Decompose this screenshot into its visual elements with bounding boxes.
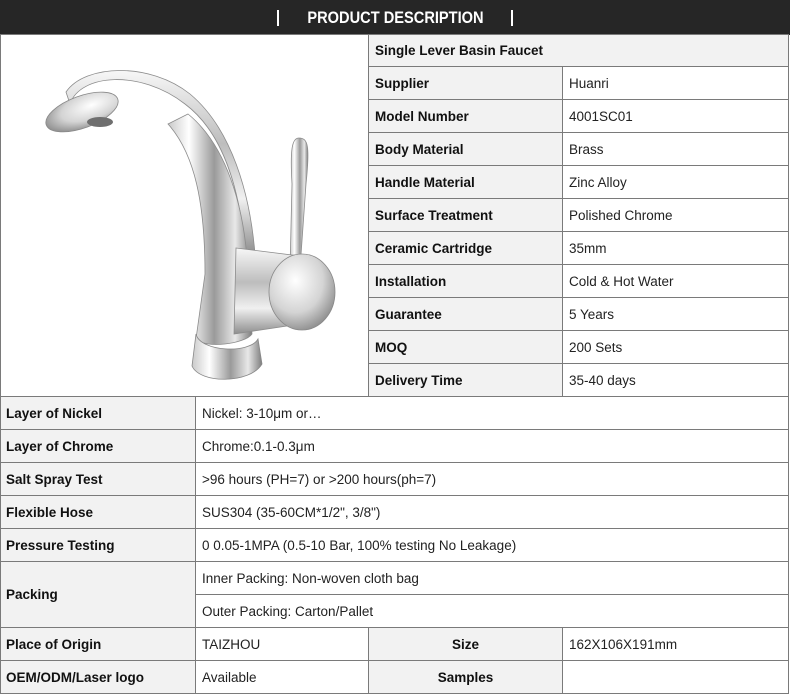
spec-label — [369, 661, 563, 694]
model-number-value: 4001SC01 — [569, 108, 633, 124]
handle-material-value: Zinc Alloy — [569, 174, 627, 190]
moq-label: MOQ — [375, 339, 408, 355]
spec-label — [0, 496, 196, 529]
spec-value — [563, 133, 789, 166]
surface-treatment-value: Polished Chrome — [569, 207, 673, 223]
spec-value — [563, 232, 789, 265]
spec-label — [369, 298, 563, 331]
spec-value — [563, 265, 789, 298]
layer-of-chrome-value: Chrome:0.1-0.3μm — [202, 438, 315, 454]
ceramic-cartridge-label: Ceramic Cartridge — [375, 240, 493, 256]
flexible-hose-label: Flexible Hose — [6, 504, 94, 520]
spec-value — [196, 496, 789, 529]
installation-value: Cold & Hot Water — [569, 273, 674, 289]
samples-label: Samples — [437, 669, 494, 685]
ceramic-cartridge-value: 35mm — [569, 240, 607, 256]
pressure-testing-label: Pressure Testing — [6, 537, 115, 553]
place-of-origin-label: Place of Origin — [6, 636, 102, 652]
moq-value: 200 Sets — [569, 339, 623, 355]
size-label: Size — [451, 636, 479, 652]
product-image — [0, 34, 369, 397]
spec-value — [563, 67, 789, 100]
spec-label — [0, 529, 196, 562]
header-bar-left — [277, 10, 279, 26]
spec-label — [369, 133, 563, 166]
spec-label — [369, 265, 563, 298]
salt-spray-test-label: Salt Spray Test — [6, 471, 103, 487]
model-number-label: Model Number — [375, 108, 469, 124]
faucet-image-icon — [0, 34, 367, 395]
product-title: Single Lever Basin Faucet — [375, 42, 544, 58]
outer-packing-value: Outer Packing: Carton/Pallet — [202, 603, 374, 619]
inner-packing-value: Inner Packing: Non-woven cloth bag — [202, 570, 419, 586]
spec-label — [0, 397, 196, 430]
guarantee-label: Guarantee — [375, 306, 442, 322]
spec-label — [369, 364, 563, 397]
spec-value — [563, 199, 789, 232]
layer-of-nickel-value: Nickel: 3-10μm or… — [202, 405, 322, 421]
spec-label — [369, 166, 563, 199]
layer-of-chrome-label: Layer of Chrome — [6, 438, 114, 454]
spec-value — [196, 562, 789, 595]
delivery-time-value: 35-40 days — [569, 372, 636, 388]
oem-odm-label: OEM/ODM/Laser logo — [6, 669, 145, 685]
section-title: PRODUCT DESCRIPTION — [306, 7, 484, 27]
spec-label — [0, 463, 196, 496]
supplier-label: Supplier — [375, 75, 430, 91]
spec-label — [369, 232, 563, 265]
spec-value — [563, 364, 789, 397]
salt-spray-test-value: >96 hours (PH=7) or >200 hours(ph=7) — [202, 471, 437, 487]
installation-label: Installation — [375, 273, 447, 289]
surface-treatment-label: Surface Treatment — [375, 207, 493, 223]
layer-of-nickel-label: Layer of Nickel — [6, 405, 103, 421]
body-material-value: Brass — [569, 141, 604, 157]
spec-value — [563, 166, 789, 199]
spec-value — [196, 397, 789, 430]
spec-label — [0, 628, 196, 661]
delivery-time-label: Delivery Time — [375, 372, 463, 388]
spec-label — [0, 430, 196, 463]
body-material-label: Body Material — [375, 141, 464, 157]
spec-value — [563, 661, 789, 694]
spec-value — [563, 298, 789, 331]
place-of-origin-value: TAIZHOU — [202, 636, 261, 652]
spec-value — [196, 430, 789, 463]
spec-value — [563, 628, 789, 661]
product-title-cell — [369, 34, 789, 67]
size-value: 162X106X191mm — [569, 636, 678, 652]
spec-value — [563, 100, 789, 133]
spec-value — [196, 628, 369, 661]
guarantee-value: 5 Years — [569, 306, 615, 322]
spec-value — [563, 331, 789, 364]
flexible-hose-value: SUS304 (35-60CM*1/2", 3/8") — [202, 504, 381, 520]
spec-value — [196, 463, 789, 496]
pressure-testing-value: 0 0.05-1MPA (0.5-10 Bar, 100% testing No Leakage) — [202, 537, 517, 553]
spec-label — [0, 562, 196, 628]
handle-material-label: Handle Material — [375, 174, 475, 190]
packing-label: Packing — [6, 587, 58, 602]
supplier-value: Huanri — [569, 75, 609, 91]
section-header — [0, 0, 790, 35]
spec-label — [0, 661, 196, 694]
spec-label — [369, 331, 563, 364]
spec-label — [369, 100, 563, 133]
spec-table — [0, 34, 789, 694]
oem-odm-value: Available — [202, 669, 257, 685]
spec-value — [196, 529, 789, 562]
spec-value — [196, 595, 789, 628]
spec-value — [196, 661, 369, 694]
header-bar-right — [511, 10, 513, 26]
spec-label — [369, 628, 563, 661]
spec-label — [369, 199, 563, 232]
spec-label — [369, 67, 563, 100]
